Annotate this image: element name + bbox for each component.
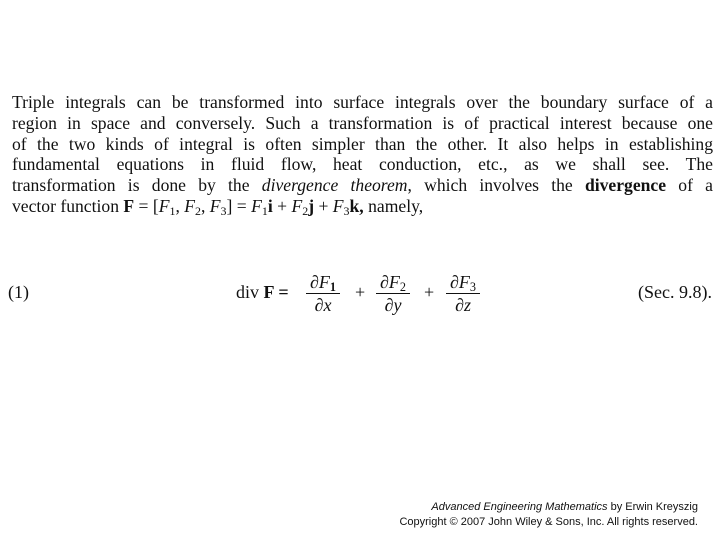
partial-symbol: ∂	[310, 272, 319, 292]
text-run: ,	[175, 195, 185, 216]
component-symbol: F	[332, 195, 344, 216]
copyright-footer	[399, 500, 698, 530]
divergence-equation	[0, 272, 720, 342]
subscript: 2	[399, 280, 407, 295]
section-reference: (Sec. 9.8).	[638, 282, 712, 302]
partial-symbol: ∂	[450, 272, 459, 292]
equation-lhs	[236, 282, 289, 303]
fraction-dF3-dz	[446, 272, 480, 316]
text-run: +	[314, 195, 333, 216]
paragraph-line	[12, 196, 713, 217]
text-run: +	[272, 195, 292, 216]
plus-sign: +	[424, 282, 435, 302]
component-symbol: F	[184, 195, 195, 216]
component-symbol: F	[158, 195, 170, 216]
term-divergence: divergence	[584, 175, 667, 196]
unit-vector: k,	[349, 195, 364, 216]
paragraph-line: fundamental equations in fluid flow, heat conduction, etc., as we shall see. The	[12, 154, 713, 175]
subscript: 3	[220, 203, 227, 218]
fraction-dF1-dx	[306, 272, 340, 316]
subscript: 1	[261, 203, 268, 218]
fraction-numerator	[376, 272, 410, 293]
text-run: of a	[666, 175, 713, 196]
paragraph-line: of the two kinds of integral is often simpler than the other. It also helps in establishing	[12, 133, 713, 154]
body-paragraph	[12, 92, 713, 217]
fraction-numerator	[446, 272, 480, 293]
component-symbol: F	[251, 195, 262, 216]
component-symbol: F	[291, 195, 303, 216]
paragraph-line: region in space and conversely. Such a transformation is of practical interest because one	[12, 112, 713, 133]
component-symbol: F	[388, 272, 400, 292]
subscript: 3	[469, 280, 477, 295]
text-run: transformation is done by the	[12, 175, 262, 196]
component-symbol: F	[318, 272, 330, 292]
paragraph-line	[12, 175, 713, 196]
book-title: Advanced Engineering Mathematics	[431, 501, 608, 513]
text-run: ,	[200, 195, 210, 216]
component-symbol: F	[209, 195, 221, 216]
subscript: 1	[329, 280, 337, 295]
text-run: ] =	[226, 195, 252, 216]
vector-symbol: F	[263, 282, 274, 302]
subscript: 1	[169, 203, 176, 218]
copyright-notice: Copyright © 2007 John Wiley & Sons, Inc. All rights reserved.	[399, 516, 698, 528]
fraction-denominator: ∂x	[306, 293, 340, 316]
unit-vector: j	[308, 195, 315, 216]
fraction-dF2-dy	[376, 272, 410, 316]
text-run: = [	[134, 195, 159, 216]
subscript: 3	[343, 203, 350, 218]
vector-symbol: F	[123, 195, 135, 216]
subscript: 2	[195, 203, 201, 218]
text-run: namely,	[363, 195, 424, 216]
subscript: 2	[302, 203, 309, 218]
equals-sign: =	[273, 282, 289, 302]
partial-symbol: ∂	[380, 272, 389, 292]
fraction-denominator: ∂z	[446, 293, 480, 316]
unit-vector: i	[267, 195, 273, 216]
text-run: , which involves the	[407, 175, 585, 196]
footer-citation	[399, 500, 698, 515]
div-operator: div	[236, 282, 264, 302]
term-divergence-theorem: divergence theorem	[261, 175, 408, 196]
plus-sign: +	[355, 282, 366, 302]
equation-number: (1)	[8, 282, 29, 302]
fraction-denominator: ∂y	[376, 293, 410, 316]
paragraph-line: Triple integrals can be transformed into surface integrals over the boundary surface of a	[12, 92, 713, 112]
component-symbol: F	[458, 272, 470, 292]
book-author: by Erwin Kreyszig	[607, 501, 698, 513]
fraction-numerator	[306, 272, 340, 293]
text-run: vector function	[12, 195, 124, 216]
